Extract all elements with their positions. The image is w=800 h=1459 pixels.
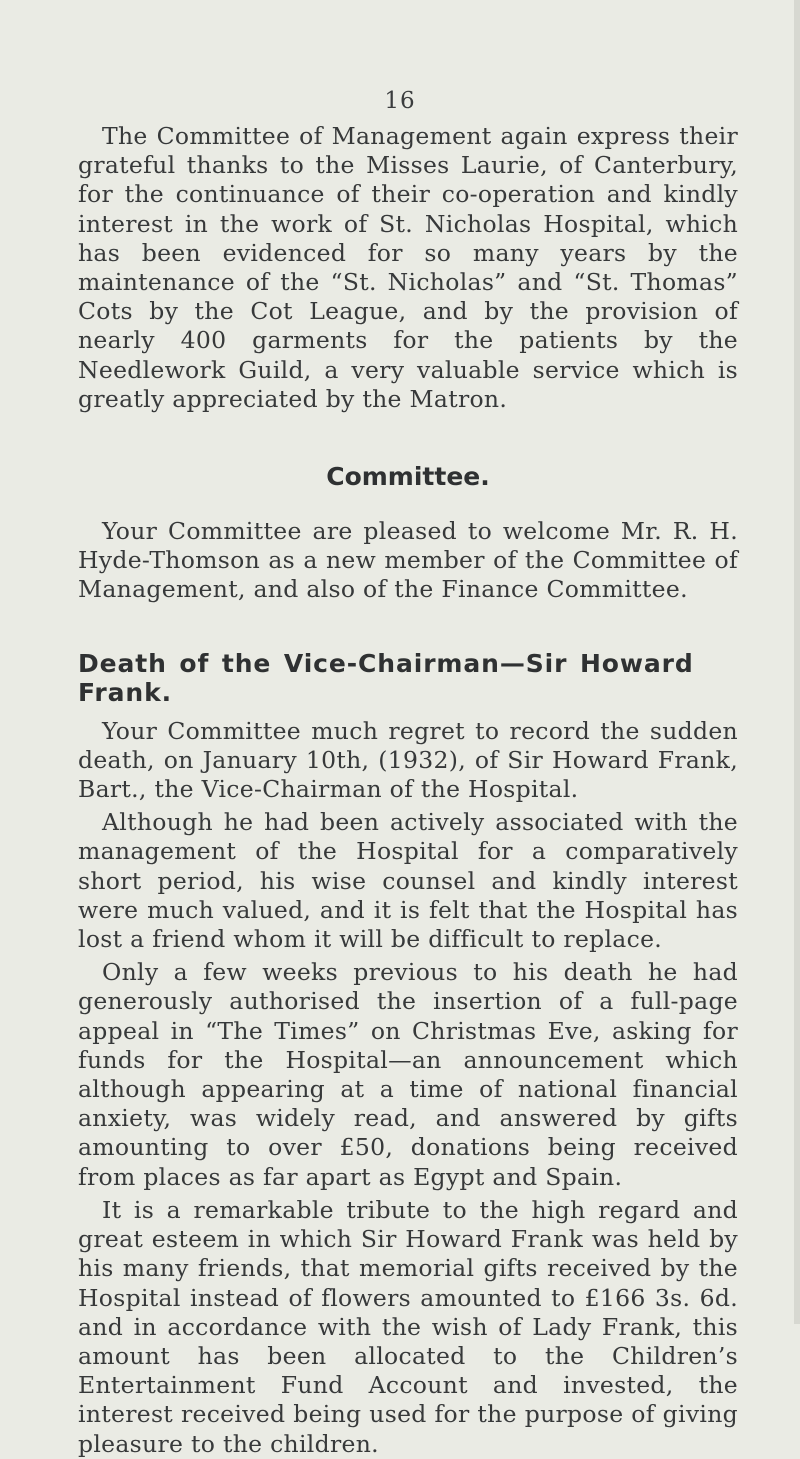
death-paragraph-4: It is a remarkable tribute to the high regard and great esteem in which Sir Howard Frank was held by his many friends, that memorial gifts received by the Hospital instead of flowers amounted to £166 3s. 6d. and in accordance with the wish of Lady Frank, this amount has been allocated to the Children’s Entertainment Fund Account and invested, the interest received being used for the purpose of giving pleasure to the children. [78, 1195, 738, 1458]
death-heading: Death of the Vice-Chairman—Sir Howard Frank. [78, 648, 694, 707]
death-paragraph-2: Although he had been actively associated with the management of the Hospital for a comparatively short period, his wise counsel and kindly interest were much valued, and it is felt that the Hospital has lost a friend whom it will be difficult to replace. [78, 808, 738, 954]
death-paragraph-1: Your Committee much regret to record the sudden death, on January 10th, (1932), of Sir Howard Frank, Bart., the Vice-Chairman of the Hospital. [78, 716, 738, 804]
death-paragraph-3: Only a few weeks previous to his death he had generously authorised the insertion of a full-page appeal in “The Times” on Christmas Eve, asking for funds for the Hospital—an announcement which although appearing at a time of national financial anxiety, was widely read, and answered by gifts amounting to over £50, donations being received from places as far apart as Egypt and Spain. [78, 958, 738, 1191]
page-number: 16 [384, 88, 416, 114]
committee-paragraph: Your Committee are pleased to welcome Mr. R. H. Hyde-Thomson as a new member of the Committee of Management, and also of the Finance Committee. [78, 517, 738, 604]
intro-paragraph: The Committee of Management again express their grateful thanks to the Misses Laurie, of Canterbury, for the continuance of their co-operation and kindly interest in the work of St. Nicholas Hospital, which has been evidenced for so many years by the maintenance of the “St. Nicholas” and “St. Thomas” Cots by the Cot League, and by the provision of nearly 400 garments for the patients by the Needlework Guild, a very valuable service which is greatly appreciated by the Matron. [78, 122, 738, 413]
committee-heading: Committee. [326, 462, 490, 492]
page-body [78, 122, 738, 1459]
page-edge-shadow [794, 0, 800, 1324]
